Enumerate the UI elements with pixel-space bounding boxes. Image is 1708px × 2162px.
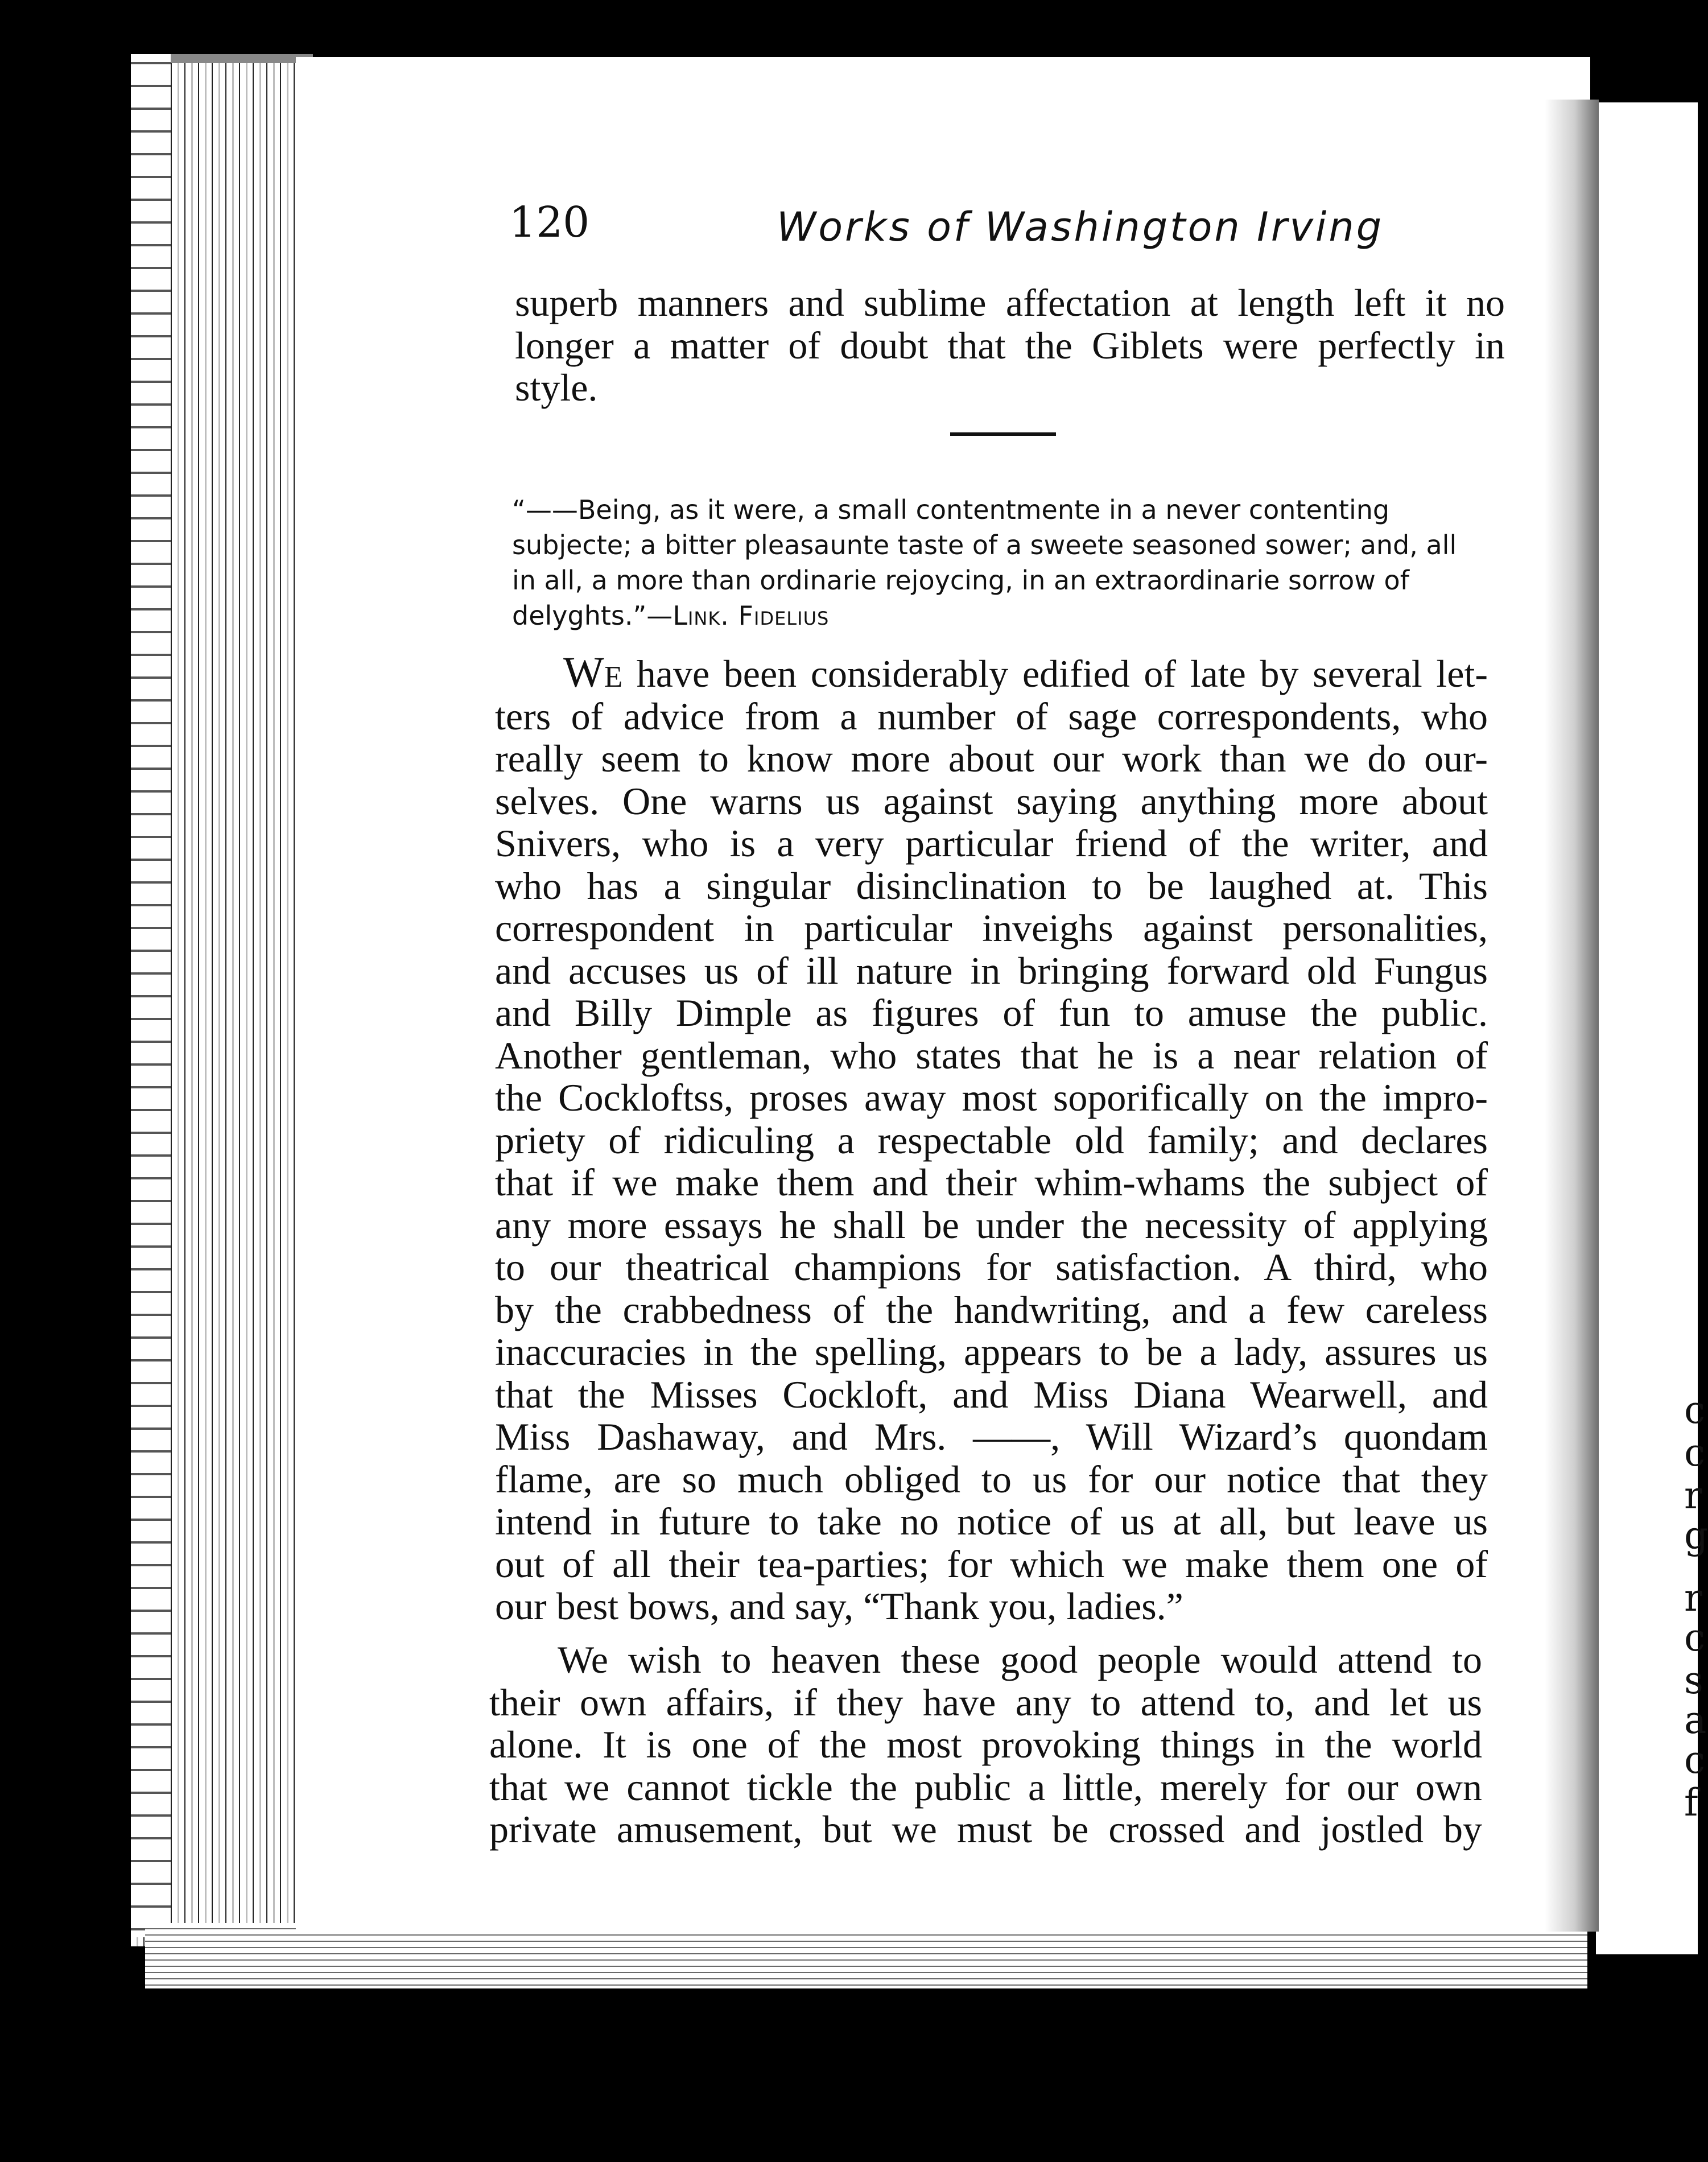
adjacent-page	[1596, 102, 1698, 1954]
text-line: by the crabbedness of the handwriting, and a few careless	[495, 1288, 1488, 1331]
text-line: that the Misses Cockloft, and Miss Diana Wearwell, and	[495, 1372, 1488, 1416]
paragraph-2	[489, 1639, 1482, 1851]
page-gutter-shadow	[1545, 100, 1599, 1932]
opening-paragraph	[515, 282, 1505, 409]
adjacent-text-fragment: c	[1684, 1738, 1705, 1782]
adjacent-text-fragment: s	[1684, 1658, 1703, 1702]
text-line: private amusement, but we must be crossed and jostled by	[489, 1808, 1482, 1851]
text-line: flame, are so much obliged to us for our notice that they	[495, 1457, 1488, 1501]
text-line: their own affairs, if they have any to attend to, and let us	[489, 1680, 1482, 1724]
epigraph-line: subjecte; a bitter pleasaunte taste of a sweete seasoned sower; and, all	[512, 530, 1457, 560]
text-line: ters of advice from a number of sage correspondents, who	[495, 694, 1488, 738]
text-line: our best bows, and say, “Thank you, ladies.”	[495, 1585, 1183, 1628]
bottom-page-edges	[145, 1923, 1587, 1988]
text-line: priety of ridiculing a respectable old family; and declares	[495, 1118, 1488, 1162]
running-head: Works of Washington Irving	[777, 204, 1384, 250]
text-line: intend in future to take no notice of us at all, but leave us	[495, 1500, 1488, 1543]
text-line: selves. One warns us against saying anything more about	[495, 779, 1488, 823]
text-line: inaccuracies in the spelling, appears to be a lady, assures us	[495, 1330, 1488, 1373]
text-line: and Billy Dimple as figures of fun to amuse the public.	[495, 991, 1488, 1034]
adjacent-text-fragment: c	[1684, 1388, 1705, 1432]
text-line: that we cannot tickle the public a little, merely for our own	[489, 1765, 1482, 1809]
page-stack-edges-shade	[131, 54, 171, 1937]
adjacent-text-fragment: a	[1684, 1698, 1707, 1742]
text-line: correspondent in particular inveighs against personalities,	[495, 906, 1488, 950]
text-line: the Cockloftss, proses away most soporifically on the impro-	[495, 1076, 1488, 1119]
adjacent-text-fragment: f	[1684, 1781, 1698, 1825]
first-line-text: have been considerably edified of late by several let-	[636, 652, 1488, 695]
adjacent-text-fragment: c	[1684, 1431, 1705, 1475]
epigraph-line: “——Being, as it were, a small contentmente in a never contenting	[512, 494, 1390, 525]
epigraph-line	[512, 598, 1502, 633]
adjacent-text-fragment: g	[1684, 1513, 1708, 1557]
text-line: who has a singular disinclination to be laughed at. This	[495, 864, 1488, 907]
text-line: Snivers, who is a very particular friend of the writer, and	[495, 822, 1488, 865]
text-line: to our theatrical champions for satisfaction. A third, who	[495, 1245, 1488, 1289]
paragraph-2-lines	[489, 1681, 1482, 1851]
text-line: We wish to heaven these good people would attend to	[558, 1638, 1482, 1681]
page-number: 120	[509, 198, 590, 247]
page-header	[509, 188, 1522, 256]
text-line: alone. It is one of the most provoking things in the world	[489, 1723, 1482, 1766]
epigraph-attribution: Link. Fidelius	[673, 600, 830, 631]
adjacent-text-fragment: r	[1684, 1576, 1702, 1620]
text-line: longer a matter of doubt that the Giblets were perfectly in	[515, 323, 1505, 367]
section-divider	[950, 432, 1056, 436]
paragraph-1-lines	[495, 695, 1488, 1586]
text-line: really seem to know more about our work than we do our-	[495, 737, 1488, 780]
adjacent-text-fragment: c	[1684, 1616, 1705, 1660]
epigraph-closing: delyghts.”—	[512, 600, 673, 631]
drop-cap: We	[563, 649, 623, 696]
epigraph-line: in all, a more than ordinarie rejoycing, in an extraordinarie sorrow of	[512, 565, 1409, 596]
text-line: superb manners and sublime affectation at length left it no	[515, 281, 1505, 324]
text-line: and accuses us of ill nature in bringing forward old Fungus	[495, 948, 1488, 992]
epigraph	[512, 492, 1502, 633]
text-line: style.	[515, 366, 598, 409]
text-line	[495, 651, 1488, 695]
text-line: Miss Dashaway, and Mrs. ——, Will Wizard’s quondam	[495, 1415, 1488, 1458]
adjacent-text-fragment: r	[1684, 1474, 1702, 1517]
text-line: Another gentleman, who states that he is a near relation of	[495, 1033, 1488, 1077]
text-line: out of all their tea-parties; for which we make them one of	[495, 1542, 1488, 1586]
text-line: any more essays he shall be under the necessity of applying	[495, 1203, 1488, 1247]
text-line: that if we make them and their whim-whams the subject of	[495, 1161, 1488, 1204]
paragraph-1	[495, 651, 1488, 1628]
